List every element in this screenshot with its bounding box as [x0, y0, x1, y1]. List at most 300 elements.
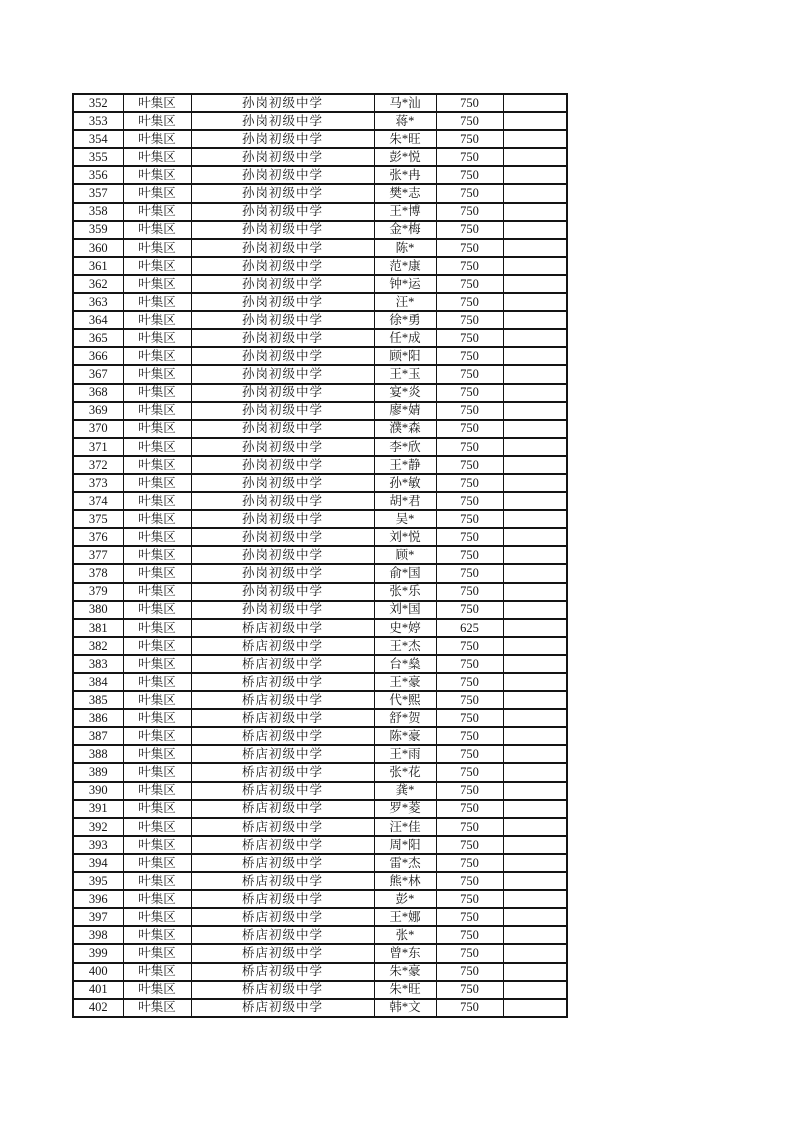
- cell-school-name: 桥店初级中学: [191, 908, 374, 926]
- cell-school-name: 桥店初级中学: [191, 944, 374, 962]
- cell-amount: 750: [436, 963, 503, 981]
- table-row: [73, 402, 567, 420]
- cell-school-name: 孙岗初级中学: [191, 365, 374, 383]
- cell-blank: [503, 818, 567, 836]
- cell-blank: [503, 365, 567, 383]
- cell-row-number: 356: [73, 166, 123, 184]
- cell-student-name: 龚*: [374, 782, 436, 800]
- cell-row-number: 391: [73, 800, 123, 818]
- student-grant-table: [72, 93, 568, 1018]
- cell-district: 叶集区: [123, 456, 191, 474]
- cell-amount: 750: [436, 347, 503, 365]
- cell-student-name: 范*康: [374, 257, 436, 275]
- cell-row-number: 365: [73, 329, 123, 347]
- cell-school-name: 桥店初级中学: [191, 709, 374, 727]
- table-row: [73, 908, 567, 926]
- table-row: [73, 546, 567, 564]
- cell-student-name: 张*冉: [374, 166, 436, 184]
- table-row: [73, 601, 567, 619]
- cell-blank: [503, 166, 567, 184]
- cell-student-name: 彭*悦: [374, 148, 436, 166]
- cell-amount: 750: [436, 293, 503, 311]
- cell-district: 叶集区: [123, 963, 191, 981]
- cell-district: 叶集区: [123, 166, 191, 184]
- cell-district: 叶集区: [123, 148, 191, 166]
- cell-student-name: 王*静: [374, 456, 436, 474]
- cell-student-name: 濮*森: [374, 420, 436, 438]
- table-row: [73, 981, 567, 999]
- cell-district: 叶集区: [123, 655, 191, 673]
- cell-blank: [503, 944, 567, 962]
- cell-district: 叶集区: [123, 745, 191, 763]
- cell-row-number: 368: [73, 384, 123, 402]
- cell-blank: [503, 619, 567, 637]
- cell-row-number: 359: [73, 221, 123, 239]
- cell-student-name: 王*博: [374, 203, 436, 221]
- cell-row-number: 383: [73, 655, 123, 673]
- table-row: [73, 745, 567, 763]
- cell-row-number: 380: [73, 601, 123, 619]
- cell-student-name: 韩*文: [374, 999, 436, 1017]
- cell-blank: [503, 311, 567, 329]
- table-row: [73, 890, 567, 908]
- cell-school-name: 桥店初级中学: [191, 981, 374, 999]
- cell-district: 叶集区: [123, 239, 191, 257]
- cell-school-name: 孙岗初级中学: [191, 347, 374, 365]
- cell-school-name: 孙岗初级中学: [191, 528, 374, 546]
- cell-amount: 750: [436, 148, 503, 166]
- cell-blank: [503, 763, 567, 781]
- cell-blank: [503, 402, 567, 420]
- cell-district: 叶集区: [123, 347, 191, 365]
- cell-blank: [503, 926, 567, 944]
- cell-blank: [503, 546, 567, 564]
- cell-blank: [503, 438, 567, 456]
- cell-student-name: 任*成: [374, 329, 436, 347]
- cell-blank: [503, 239, 567, 257]
- cell-student-name: 孙*敏: [374, 474, 436, 492]
- cell-blank: [503, 293, 567, 311]
- cell-blank: [503, 800, 567, 818]
- cell-amount: 750: [436, 528, 503, 546]
- cell-student-name: 樊*志: [374, 184, 436, 202]
- cell-school-name: 桥店初级中学: [191, 619, 374, 637]
- cell-blank: [503, 981, 567, 999]
- cell-amount: 750: [436, 184, 503, 202]
- cell-amount: 750: [436, 637, 503, 655]
- cell-district: 叶集区: [123, 130, 191, 148]
- cell-row-number: 353: [73, 112, 123, 130]
- cell-amount: 750: [436, 311, 503, 329]
- cell-student-name: 周*阳: [374, 836, 436, 854]
- cell-blank: [503, 890, 567, 908]
- cell-blank: [503, 94, 567, 112]
- cell-row-number: 379: [73, 583, 123, 601]
- cell-blank: [503, 963, 567, 981]
- cell-amount: 750: [436, 709, 503, 727]
- table-row: [73, 836, 567, 854]
- cell-row-number: 367: [73, 365, 123, 383]
- cell-amount: 750: [436, 601, 503, 619]
- cell-amount: 750: [436, 166, 503, 184]
- cell-row-number: 392: [73, 818, 123, 836]
- cell-school-name: 桥店初级中学: [191, 854, 374, 872]
- table-row: [73, 727, 567, 745]
- cell-blank: [503, 221, 567, 239]
- cell-student-name: 金*梅: [374, 221, 436, 239]
- cell-amount: 750: [436, 926, 503, 944]
- cell-blank: [503, 148, 567, 166]
- cell-district: 叶集区: [123, 112, 191, 130]
- cell-row-number: 355: [73, 148, 123, 166]
- table-row: [73, 655, 567, 673]
- cell-school-name: 孙岗初级中学: [191, 510, 374, 528]
- cell-district: 叶集区: [123, 474, 191, 492]
- cell-row-number: 372: [73, 456, 123, 474]
- cell-blank: [503, 727, 567, 745]
- cell-district: 叶集区: [123, 890, 191, 908]
- cell-blank: [503, 347, 567, 365]
- cell-amount: 750: [436, 94, 503, 112]
- cell-row-number: 389: [73, 763, 123, 781]
- cell-amount: 750: [436, 745, 503, 763]
- table-row: [73, 257, 567, 275]
- cell-district: 叶集区: [123, 546, 191, 564]
- cell-blank: [503, 745, 567, 763]
- table-row: [73, 763, 567, 781]
- cell-district: 叶集区: [123, 908, 191, 926]
- cell-row-number: 371: [73, 438, 123, 456]
- cell-school-name: 桥店初级中学: [191, 763, 374, 781]
- cell-school-name: 桥店初级中学: [191, 963, 374, 981]
- cell-amount: 750: [436, 239, 503, 257]
- cell-district: 叶集区: [123, 311, 191, 329]
- cell-district: 叶集区: [123, 981, 191, 999]
- cell-row-number: 382: [73, 637, 123, 655]
- cell-district: 叶集区: [123, 619, 191, 637]
- cell-school-name: 孙岗初级中学: [191, 402, 374, 420]
- cell-amount: 750: [436, 655, 503, 673]
- cell-student-name: 顾*: [374, 546, 436, 564]
- cell-district: 叶集区: [123, 402, 191, 420]
- cell-student-name: 彭*: [374, 890, 436, 908]
- cell-school-name: 孙岗初级中学: [191, 474, 374, 492]
- cell-blank: [503, 257, 567, 275]
- cell-amount: 750: [436, 130, 503, 148]
- table-row: [73, 311, 567, 329]
- cell-row-number: 399: [73, 944, 123, 962]
- cell-blank: [503, 112, 567, 130]
- cell-district: 叶集区: [123, 329, 191, 347]
- cell-row-number: 375: [73, 510, 123, 528]
- table-row: [73, 130, 567, 148]
- cell-blank: [503, 872, 567, 890]
- cell-amount: 750: [436, 673, 503, 691]
- cell-blank: [503, 329, 567, 347]
- table-row: [73, 275, 567, 293]
- cell-blank: [503, 275, 567, 293]
- cell-student-name: 朱*旺: [374, 981, 436, 999]
- cell-district: 叶集区: [123, 854, 191, 872]
- cell-school-name: 孙岗初级中学: [191, 112, 374, 130]
- cell-school-name: 桥店初级中学: [191, 836, 374, 854]
- table-row: [73, 365, 567, 383]
- cell-row-number: 385: [73, 691, 123, 709]
- table-row: [73, 221, 567, 239]
- cell-district: 叶集区: [123, 601, 191, 619]
- cell-school-name: 孙岗初级中学: [191, 583, 374, 601]
- table-row: [73, 564, 567, 582]
- cell-row-number: 361: [73, 257, 123, 275]
- cell-school-name: 桥店初级中学: [191, 637, 374, 655]
- cell-amount: 750: [436, 402, 503, 420]
- cell-school-name: 孙岗初级中学: [191, 311, 374, 329]
- table-row: [73, 94, 567, 112]
- cell-blank: [503, 583, 567, 601]
- cell-student-name: 顾*阳: [374, 347, 436, 365]
- cell-student-name: 宴*炎: [374, 384, 436, 402]
- cell-school-name: 孙岗初级中学: [191, 130, 374, 148]
- table-row: [73, 384, 567, 402]
- cell-blank: [503, 999, 567, 1017]
- cell-amount: 750: [436, 203, 503, 221]
- cell-amount: 750: [436, 890, 503, 908]
- cell-student-name: 张*花: [374, 763, 436, 781]
- cell-amount: 750: [436, 999, 503, 1017]
- cell-student-name: 李*欣: [374, 438, 436, 456]
- cell-amount: 750: [436, 854, 503, 872]
- cell-blank: [503, 637, 567, 655]
- cell-blank: [503, 510, 567, 528]
- cell-district: 叶集区: [123, 275, 191, 293]
- table-row: [73, 474, 567, 492]
- table-row: [73, 926, 567, 944]
- cell-school-name: 孙岗初级中学: [191, 492, 374, 510]
- cell-amount: 750: [436, 456, 503, 474]
- cell-row-number: 390: [73, 782, 123, 800]
- cell-amount: 750: [436, 981, 503, 999]
- table-row: [73, 800, 567, 818]
- table-row: [73, 854, 567, 872]
- cell-school-name: 孙岗初级中学: [191, 166, 374, 184]
- cell-student-name: 罗*菱: [374, 800, 436, 818]
- cell-school-name: 桥店初级中学: [191, 890, 374, 908]
- table-row: [73, 637, 567, 655]
- table-row: [73, 347, 567, 365]
- cell-school-name: 孙岗初级中学: [191, 221, 374, 239]
- table-row: [73, 184, 567, 202]
- table-row: [73, 963, 567, 981]
- cell-student-name: 蒋*: [374, 112, 436, 130]
- cell-amount: 750: [436, 275, 503, 293]
- cell-school-name: 桥店初级中学: [191, 673, 374, 691]
- cell-student-name: 汪*佳: [374, 818, 436, 836]
- cell-row-number: 363: [73, 293, 123, 311]
- cell-row-number: 398: [73, 926, 123, 944]
- table-body: [73, 94, 567, 1017]
- cell-row-number: 378: [73, 564, 123, 582]
- cell-amount: 750: [436, 257, 503, 275]
- table-row: [73, 420, 567, 438]
- cell-amount: 750: [436, 546, 503, 564]
- cell-amount: 625: [436, 619, 503, 637]
- cell-district: 叶集区: [123, 763, 191, 781]
- cell-student-name: 吴*: [374, 510, 436, 528]
- table-row: [73, 293, 567, 311]
- cell-school-name: 桥店初级中学: [191, 782, 374, 800]
- cell-school-name: 孙岗初级中学: [191, 601, 374, 619]
- cell-blank: [503, 836, 567, 854]
- cell-district: 叶集区: [123, 800, 191, 818]
- cell-district: 叶集区: [123, 510, 191, 528]
- cell-blank: [503, 673, 567, 691]
- cell-amount: 750: [436, 763, 503, 781]
- cell-blank: [503, 908, 567, 926]
- cell-student-name: 王*豪: [374, 673, 436, 691]
- cell-school-name: 桥店初级中学: [191, 818, 374, 836]
- cell-district: 叶集区: [123, 564, 191, 582]
- cell-blank: [503, 456, 567, 474]
- cell-district: 叶集区: [123, 492, 191, 510]
- cell-blank: [503, 130, 567, 148]
- cell-student-name: 俞*国: [374, 564, 436, 582]
- cell-student-name: 曾*东: [374, 944, 436, 962]
- cell-row-number: 376: [73, 528, 123, 546]
- table-row: [73, 782, 567, 800]
- cell-student-name: 钟*运: [374, 275, 436, 293]
- cell-student-name: 张*: [374, 926, 436, 944]
- cell-row-number: 374: [73, 492, 123, 510]
- cell-school-name: 孙岗初级中学: [191, 420, 374, 438]
- cell-student-name: 台*燊: [374, 655, 436, 673]
- cell-row-number: 384: [73, 673, 123, 691]
- cell-amount: 750: [436, 438, 503, 456]
- cell-blank: [503, 564, 567, 582]
- cell-row-number: 360: [73, 239, 123, 257]
- cell-school-name: 孙岗初级中学: [191, 184, 374, 202]
- cell-amount: 750: [436, 782, 503, 800]
- cell-blank: [503, 691, 567, 709]
- cell-row-number: 366: [73, 347, 123, 365]
- cell-district: 叶集区: [123, 257, 191, 275]
- cell-blank: [503, 384, 567, 402]
- cell-blank: [503, 709, 567, 727]
- table-row: [73, 872, 567, 890]
- table-row: [73, 112, 567, 130]
- cell-school-name: 孙岗初级中学: [191, 275, 374, 293]
- cell-district: 叶集区: [123, 637, 191, 655]
- cell-amount: 750: [436, 112, 503, 130]
- cell-district: 叶集区: [123, 293, 191, 311]
- cell-school-name: 孙岗初级中学: [191, 239, 374, 257]
- cell-school-name: 孙岗初级中学: [191, 257, 374, 275]
- cell-blank: [503, 655, 567, 673]
- cell-district: 叶集区: [123, 184, 191, 202]
- cell-school-name: 孙岗初级中学: [191, 564, 374, 582]
- cell-amount: 750: [436, 510, 503, 528]
- cell-row-number: 364: [73, 311, 123, 329]
- cell-district: 叶集区: [123, 221, 191, 239]
- cell-amount: 750: [436, 384, 503, 402]
- cell-row-number: 369: [73, 402, 123, 420]
- cell-row-number: 388: [73, 745, 123, 763]
- cell-district: 叶集区: [123, 872, 191, 890]
- cell-row-number: 358: [73, 203, 123, 221]
- cell-district: 叶集区: [123, 438, 191, 456]
- cell-student-name: 廖*婧: [374, 402, 436, 420]
- table-row: [73, 709, 567, 727]
- cell-amount: 750: [436, 365, 503, 383]
- cell-amount: 750: [436, 818, 503, 836]
- cell-school-name: 孙岗初级中学: [191, 456, 374, 474]
- table-row: [73, 619, 567, 637]
- cell-student-name: 王*娜: [374, 908, 436, 926]
- cell-student-name: 史*婷: [374, 619, 436, 637]
- cell-school-name: 孙岗初级中学: [191, 546, 374, 564]
- cell-row-number: 357: [73, 184, 123, 202]
- cell-school-name: 孙岗初级中学: [191, 438, 374, 456]
- cell-blank: [503, 854, 567, 872]
- cell-student-name: 张*乐: [374, 583, 436, 601]
- cell-student-name: 胡*君: [374, 492, 436, 510]
- cell-student-name: 舒*贺: [374, 709, 436, 727]
- cell-row-number: 373: [73, 474, 123, 492]
- cell-district: 叶集区: [123, 583, 191, 601]
- cell-district: 叶集区: [123, 836, 191, 854]
- cell-row-number: 402: [73, 999, 123, 1017]
- cell-student-name: 徐*勇: [374, 311, 436, 329]
- table-row: [73, 583, 567, 601]
- cell-school-name: 孙岗初级中学: [191, 94, 374, 112]
- cell-amount: 750: [436, 420, 503, 438]
- cell-student-name: 刘*国: [374, 601, 436, 619]
- cell-school-name: 桥店初级中学: [191, 926, 374, 944]
- cell-district: 叶集区: [123, 691, 191, 709]
- cell-school-name: 桥店初级中学: [191, 872, 374, 890]
- cell-blank: [503, 184, 567, 202]
- cell-amount: 750: [436, 564, 503, 582]
- cell-school-name: 桥店初级中学: [191, 691, 374, 709]
- cell-amount: 750: [436, 872, 503, 890]
- cell-amount: 750: [436, 800, 503, 818]
- table-row: [73, 691, 567, 709]
- cell-district: 叶集区: [123, 420, 191, 438]
- table-row: [73, 166, 567, 184]
- table-row: [73, 510, 567, 528]
- cell-student-name: 朱*豪: [374, 963, 436, 981]
- cell-student-name: 王*玉: [374, 365, 436, 383]
- table-row: [73, 456, 567, 474]
- cell-district: 叶集区: [123, 999, 191, 1017]
- cell-row-number: 352: [73, 94, 123, 112]
- cell-school-name: 孙岗初级中学: [191, 148, 374, 166]
- cell-district: 叶集区: [123, 782, 191, 800]
- cell-district: 叶集区: [123, 203, 191, 221]
- table-row: [73, 944, 567, 962]
- cell-row-number: 386: [73, 709, 123, 727]
- cell-school-name: 桥店初级中学: [191, 745, 374, 763]
- cell-student-name: 王*雨: [374, 745, 436, 763]
- cell-school-name: 桥店初级中学: [191, 800, 374, 818]
- cell-blank: [503, 492, 567, 510]
- cell-amount: 750: [436, 492, 503, 510]
- cell-district: 叶集区: [123, 709, 191, 727]
- cell-row-number: 401: [73, 981, 123, 999]
- cell-district: 叶集区: [123, 528, 191, 546]
- cell-blank: [503, 420, 567, 438]
- cell-school-name: 孙岗初级中学: [191, 203, 374, 221]
- cell-row-number: 396: [73, 890, 123, 908]
